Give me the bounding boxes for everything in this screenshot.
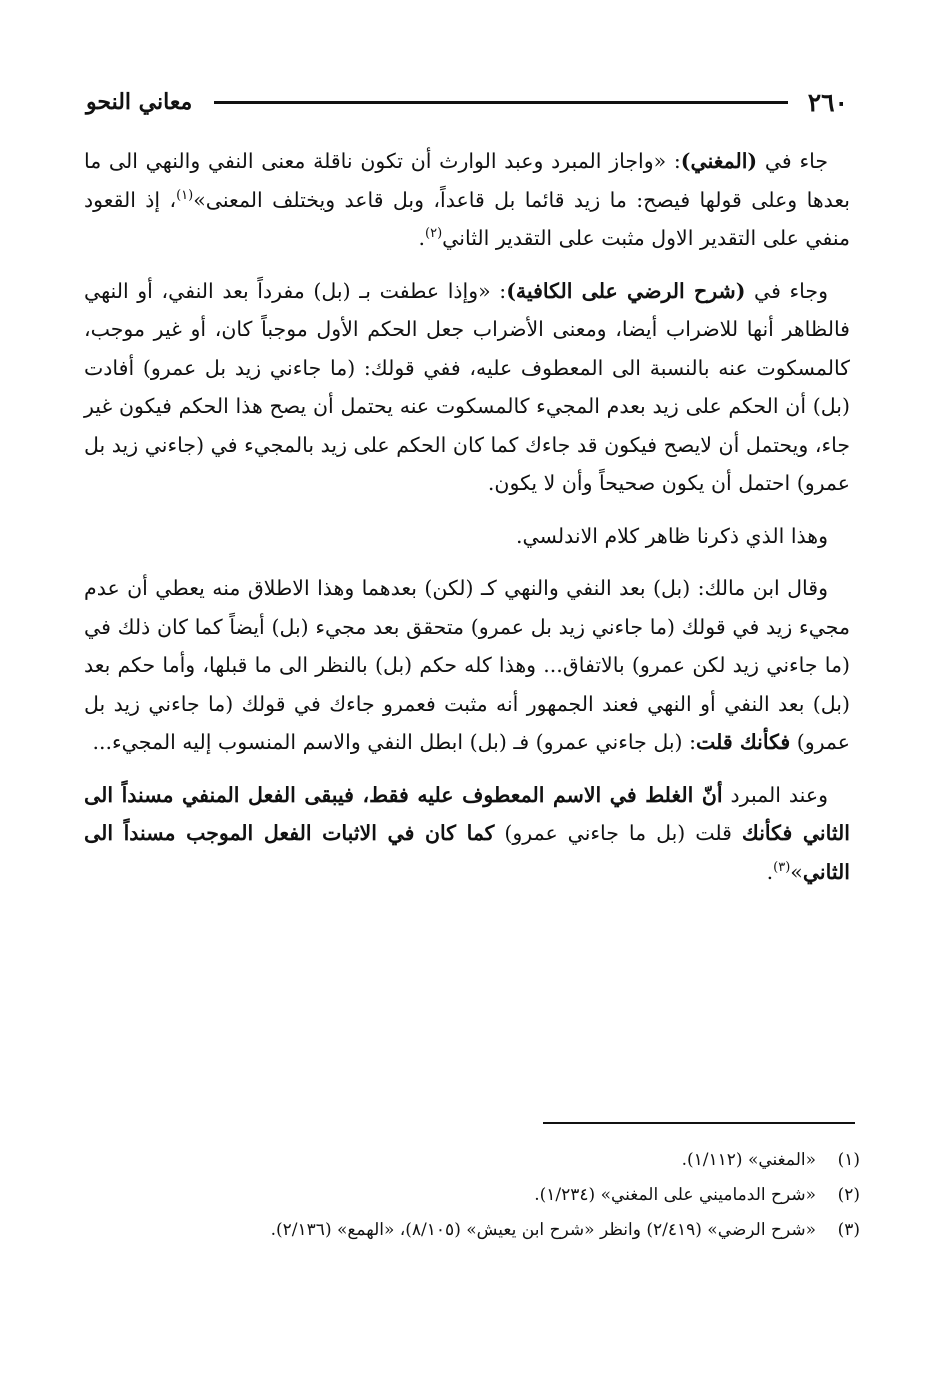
paragraph-3 bbox=[84, 517, 850, 556]
footnote-separator bbox=[543, 1122, 855, 1124]
footnote-3 bbox=[120, 1213, 860, 1248]
bold-phrase: كما كان في الاثبات الفعل الموجب مسنداً الى الثاني bbox=[84, 821, 850, 884]
footnote-2 bbox=[120, 1178, 860, 1213]
text-run: » bbox=[790, 859, 803, 884]
paragraph-2 bbox=[84, 272, 850, 503]
page-header bbox=[86, 80, 848, 124]
running-title: معاني النحو bbox=[86, 89, 193, 115]
text-run: : «وإذا عطفت بـ (بل) مفرداً بعد النفي، أو النهي فالظاهر أنها للاضراب أيضا، ومعنى الأضراب جعل الحكم الأول موجباً كان، أو غير موجب، كالمسكوت عنه بالنسبة الى المعطوف عليه، ففي قولك: (ما جاءني زيد بل عمرو) أفادت (بل) أن الحكم على زيد بعدم المجيء كالمسكوت عنه يحتمل أن يصح هذا الحكم فيكون غير جاء، ويحتمل أن لايصح فيكون قد جاءك كما كان الحكم على زيد بالمجيء في (جاءني زيد بل عمرو) احتمل أن يكون صحيحاً وأن لا يكون. bbox=[84, 278, 850, 495]
text-run: جاء في bbox=[757, 149, 828, 173]
footnote-text: «شرح الدماميني على المغني» (١/٢٣٤). bbox=[534, 1185, 816, 1205]
text-run: ، إذ القعود منفي على التقدير الاول مثبت على التقدير الثاني bbox=[84, 187, 850, 250]
footnotes bbox=[120, 1143, 860, 1248]
text-run: . bbox=[418, 226, 426, 250]
paragraph-4 bbox=[84, 569, 850, 762]
footnote-1 bbox=[120, 1143, 860, 1178]
text-run: وجاء في bbox=[745, 278, 828, 303]
bold-phrase: أنّ الغلط في الاسم المعطوف عليه فقط، فيبقى الفعل المنفي مسنداً الى الثاني فكأنك bbox=[84, 782, 851, 845]
text-run: : «واجاز المبرد وعبد الوارث أن تكون ناقلة معنى النفي والنهي الى ما بعدها وعلى قولها فيصح: ما زيد قائما بل قاعداً، وبل قاعد ويختلف المعنى» bbox=[84, 149, 850, 212]
bold-source-title: (شرح الرضي على الكافية) bbox=[506, 278, 746, 303]
paragraph-5 bbox=[84, 776, 850, 892]
text-run: وقال ابن مالك: (بل) بعد النفي والنهي كـ (لكن) بعدهما وهذا الاطلاق منه يعطي أن عدم مجيء زيد في قولك (ما جاءني زيد بل عمرو) متحقق بعد مجيء (بل) أيضاً كما كان ذلك في (ما جاءني زيد لكن عمرو) بالاتفاق... وهذا كله حكم (بل) بالنظر الى ما قبلها، وأما حكم بعد (بل) بعد النفي أو النهي فعند الجمهور أنه مثبت فعمرو جاءك في قولك (ما جاءني زيد بل عمرو) bbox=[84, 576, 850, 754]
footnote-ref: (٢) bbox=[425, 226, 443, 242]
paragraph-1 bbox=[84, 142, 850, 258]
footnote-number: (٢) bbox=[837, 1185, 860, 1205]
text-run: قلت (بل ما جاءني عمرو) bbox=[494, 821, 742, 845]
footnote-ref: (٣) bbox=[773, 859, 791, 875]
text-run: وهذا الذي ذكرنا ظاهر كلام الاندلسي. bbox=[515, 523, 828, 548]
page-number: ٢٦٠ bbox=[807, 87, 848, 117]
footnote-number: (٣) bbox=[837, 1220, 860, 1240]
bold-source-title: (المغني) bbox=[680, 149, 758, 173]
footnote-number: (١) bbox=[837, 1150, 860, 1170]
footnote-ref: (١) bbox=[176, 187, 194, 203]
text-run: : (بل جاءني عمرو) فـ (بل) ابطل النفي والاسم المنسوب إليه المجيء... bbox=[92, 730, 696, 754]
bold-phrase: فكأنك قلت bbox=[695, 730, 791, 754]
footnote-text: «المغني» (١/١١٢). bbox=[681, 1150, 816, 1170]
main-text bbox=[84, 142, 850, 905]
text-run: وعند المبرد bbox=[722, 782, 828, 807]
footnote-text: «شرح الرضي» (٢/٤١٩) وانظر «شرح ابن يعيش» (٨/١٠٥)، «الهمع» (٢/١٣٦). bbox=[270, 1220, 816, 1240]
text-run: . bbox=[766, 859, 774, 884]
header-rule bbox=[214, 101, 787, 104]
